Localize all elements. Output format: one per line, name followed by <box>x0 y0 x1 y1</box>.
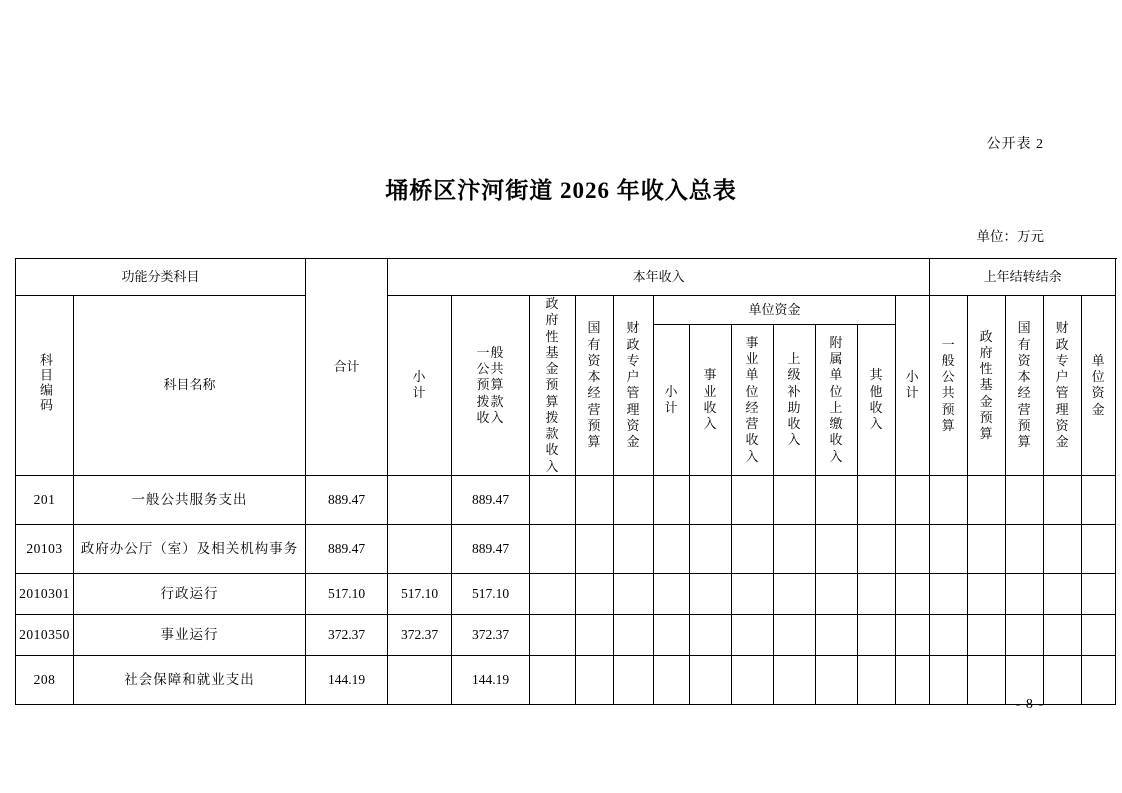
header-carry-gov-fund-budget <box>968 296 1006 476</box>
cell-carry-fiscal-special-fund <box>1044 475 1082 524</box>
table-row <box>16 655 1116 704</box>
cell-carry-general-public-budget <box>930 524 968 573</box>
cell-affiliated-unit-payment <box>816 573 858 614</box>
table-row <box>16 573 1116 614</box>
page-number: - 8 - <box>1015 697 1044 712</box>
cell-carry-gov-fund-budget <box>968 573 1006 614</box>
cell-carry-subtotal <box>896 614 930 655</box>
header-carry-fiscal-special-fund <box>1044 296 1082 476</box>
cell-state-capital-budget <box>576 475 614 524</box>
cell-carry-unit-fund <box>1082 614 1116 655</box>
header-superior-subsidy-income <box>774 325 816 476</box>
cell-business-income <box>690 614 732 655</box>
header-carry-general-public-budget <box>930 296 968 476</box>
cell-superior-subsidy-income <box>774 524 816 573</box>
cell-carry-state-capital-budget <box>1006 573 1044 614</box>
table-header-row-1 <box>16 259 1116 296</box>
cell-unit-fund-subtotal <box>654 475 690 524</box>
cell-affiliated-unit-payment <box>816 655 858 704</box>
cell-business-unit-operating-income <box>732 475 774 524</box>
cell-fiscal-special-fund <box>614 573 654 614</box>
cell-business-unit-operating-income <box>732 524 774 573</box>
cell-unit-fund-subtotal <box>654 614 690 655</box>
cell-business-income <box>690 655 732 704</box>
header-code <box>16 296 74 476</box>
header-general-public-budget <box>452 296 530 476</box>
cell-total: 889.47 <box>306 524 388 573</box>
header-unit-fund-subtotal <box>654 325 690 476</box>
header-carry-subtotal <box>896 296 930 476</box>
cell-carry-general-public-budget <box>930 614 968 655</box>
cell-carry-subtotal <box>896 655 930 704</box>
cell-affiliated-unit-payment <box>816 614 858 655</box>
cell-state-capital-budget <box>576 573 614 614</box>
header-carry-unit-fund <box>1082 296 1116 476</box>
cell-unit-fund-subtotal <box>654 524 690 573</box>
cell-name: 政府办公厅（室）及相关机构事务 <box>74 524 306 573</box>
cell-total: 889.47 <box>306 475 388 524</box>
table-row <box>16 524 1116 573</box>
cell-carry-gov-fund-budget <box>968 655 1006 704</box>
cell-year-subtotal <box>388 524 452 573</box>
header-state-capital-budget <box>576 296 614 476</box>
header-business-income <box>690 325 732 476</box>
cell-year-subtotal: 372.37 <box>388 614 452 655</box>
cell-superior-subsidy-income <box>774 573 816 614</box>
cell-year-subtotal <box>388 475 452 524</box>
table-header-row-2 <box>16 296 1116 325</box>
cell-year-subtotal <box>388 655 452 704</box>
header-gov-fund-budget <box>530 296 576 476</box>
header-carry-state-capital-budget <box>1006 296 1044 476</box>
cell-general-public-budget: 889.47 <box>452 475 530 524</box>
cell-carry-general-public-budget <box>930 655 968 704</box>
header-business-unit-operating-income <box>732 325 774 476</box>
cell-carry-state-capital-budget <box>1006 524 1044 573</box>
cell-carry-subtotal <box>896 573 930 614</box>
cell-gov-fund-budget <box>530 475 576 524</box>
cell-gov-fund-budget <box>530 614 576 655</box>
cell-total: 372.37 <box>306 614 388 655</box>
cell-code: 2010350 <box>16 614 74 655</box>
cell-general-public-budget: 144.19 <box>452 655 530 704</box>
cell-carry-general-public-budget <box>930 475 968 524</box>
cell-total: 144.19 <box>306 655 388 704</box>
cell-other-income <box>858 475 896 524</box>
cell-carry-fiscal-special-fund <box>1044 655 1082 704</box>
header-year-subtotal <box>388 296 452 476</box>
cell-gov-fund-budget <box>530 524 576 573</box>
cell-business-unit-operating-income <box>732 573 774 614</box>
cell-business-income <box>690 573 732 614</box>
header-unit-fund-subtotal-label: 小计 <box>664 383 679 415</box>
cell-carry-state-capital-budget <box>1006 614 1044 655</box>
header-carry-state-capital-budget-label: 国有资本经营预算 <box>1017 320 1032 450</box>
cell-unit-fund-subtotal <box>654 655 690 704</box>
cell-code: 2010301 <box>16 573 74 614</box>
header-year-income-group: 本年收入 <box>388 259 930 296</box>
header-carry-gov-fund-budget-label: 政府性基金预算 <box>979 328 994 441</box>
cell-carry-unit-fund <box>1082 655 1116 704</box>
header-year-subtotal-label: 小计 <box>412 369 427 401</box>
cell-gov-fund-budget <box>530 655 576 704</box>
table-row <box>16 475 1116 524</box>
header-superior-subsidy-income-label: 上级补助收入 <box>787 351 802 448</box>
header-carry-fiscal-special-fund-label: 财政专户管理资金 <box>1055 320 1070 450</box>
cell-other-income <box>858 524 896 573</box>
page-title: 埇桥区汴河街道 2026 年收入总表 <box>385 178 737 203</box>
cell-affiliated-unit-payment <box>816 475 858 524</box>
cell-carry-gov-fund-budget <box>968 524 1006 573</box>
cell-name: 社会保障和就业支出 <box>74 655 306 704</box>
cell-state-capital-budget <box>576 655 614 704</box>
cell-carry-fiscal-special-fund <box>1044 614 1082 655</box>
cell-code: 201 <box>16 475 74 524</box>
cell-general-public-budget: 517.10 <box>452 573 530 614</box>
cell-name: 行政运行 <box>74 573 306 614</box>
cell-carry-gov-fund-budget <box>968 614 1006 655</box>
cell-superior-subsidy-income <box>774 655 816 704</box>
cell-other-income <box>858 655 896 704</box>
cell-year-subtotal: 517.10 <box>388 573 452 614</box>
cell-general-public-budget: 889.47 <box>452 524 530 573</box>
header-carry-unit-fund-label: 单位资金 <box>1091 352 1106 417</box>
header-carry-general-public-budget-label: 一般公共预算 <box>941 336 956 433</box>
cell-code: 20103 <box>16 524 74 573</box>
header-gov-fund-budget-label: 政府性基金预算拨款收入 <box>545 296 560 474</box>
header-carryover-group: 上年结转结余 <box>930 259 1116 296</box>
header-affiliated-unit-payment-label: 附属单位上缴收入 <box>829 334 844 464</box>
cell-superior-subsidy-income <box>774 475 816 524</box>
cell-state-capital-budget <box>576 614 614 655</box>
cell-carry-unit-fund <box>1082 524 1116 573</box>
cell-carry-unit-fund <box>1082 475 1116 524</box>
cell-carry-unit-fund <box>1082 573 1116 614</box>
cell-general-public-budget: 372.37 <box>452 614 530 655</box>
table-row <box>16 614 1116 655</box>
header-other-income-label: 其他收入 <box>869 367 884 432</box>
income-summary-table <box>15 258 1116 705</box>
cell-affiliated-unit-payment <box>816 524 858 573</box>
cell-other-income <box>858 614 896 655</box>
cell-gov-fund-budget <box>530 573 576 614</box>
cell-name: 事业运行 <box>74 614 306 655</box>
cell-name: 一般公共服务支出 <box>74 475 306 524</box>
cell-unit-fund-subtotal <box>654 573 690 614</box>
form-number-label: 公开表 2 <box>986 137 1044 152</box>
header-affiliated-unit-payment <box>816 325 858 476</box>
header-total: 合计 <box>306 259 388 476</box>
cell-fiscal-special-fund <box>614 475 654 524</box>
cell-business-unit-operating-income <box>732 655 774 704</box>
header-other-income <box>858 325 896 476</box>
cell-business-income <box>690 524 732 573</box>
header-fiscal-special-fund-label: 财政专户管理资金 <box>626 320 641 450</box>
cell-carry-gov-fund-budget <box>968 475 1006 524</box>
cell-fiscal-special-fund <box>614 614 654 655</box>
cell-total: 517.10 <box>306 573 388 614</box>
cell-fiscal-special-fund <box>614 655 654 704</box>
cell-carry-state-capital-budget <box>1006 475 1044 524</box>
header-unit-fund-group: 单位资金 <box>654 296 896 325</box>
header-function-group: 功能分类科目 <box>16 259 306 296</box>
cell-carry-subtotal <box>896 524 930 573</box>
cell-carry-general-public-budget <box>930 573 968 614</box>
cell-other-income <box>858 573 896 614</box>
unit-note: 单位：万元 <box>976 229 1044 244</box>
cell-superior-subsidy-income <box>774 614 816 655</box>
cell-state-capital-budget <box>576 524 614 573</box>
cell-business-unit-operating-income <box>732 614 774 655</box>
header-fiscal-special-fund <box>614 296 654 476</box>
header-code-label: 科目编码 <box>37 353 53 414</box>
header-business-income-label: 事业收入 <box>703 367 718 432</box>
cell-code: 208 <box>16 655 74 704</box>
header-general-public-budget-label: 一般公共预算拨款收入 <box>476 344 505 425</box>
cell-business-income <box>690 475 732 524</box>
cell-carry-fiscal-special-fund <box>1044 573 1082 614</box>
header-state-capital-budget-label: 国有资本经营预算 <box>587 320 602 450</box>
cell-carry-subtotal <box>896 475 930 524</box>
cell-fiscal-special-fund <box>614 524 654 573</box>
header-carry-subtotal-label: 小计 <box>905 369 920 401</box>
header-name: 科目名称 <box>74 296 306 476</box>
header-business-unit-operating-income-label: 事业单位经营收入 <box>745 334 760 464</box>
cell-carry-fiscal-special-fund <box>1044 524 1082 573</box>
